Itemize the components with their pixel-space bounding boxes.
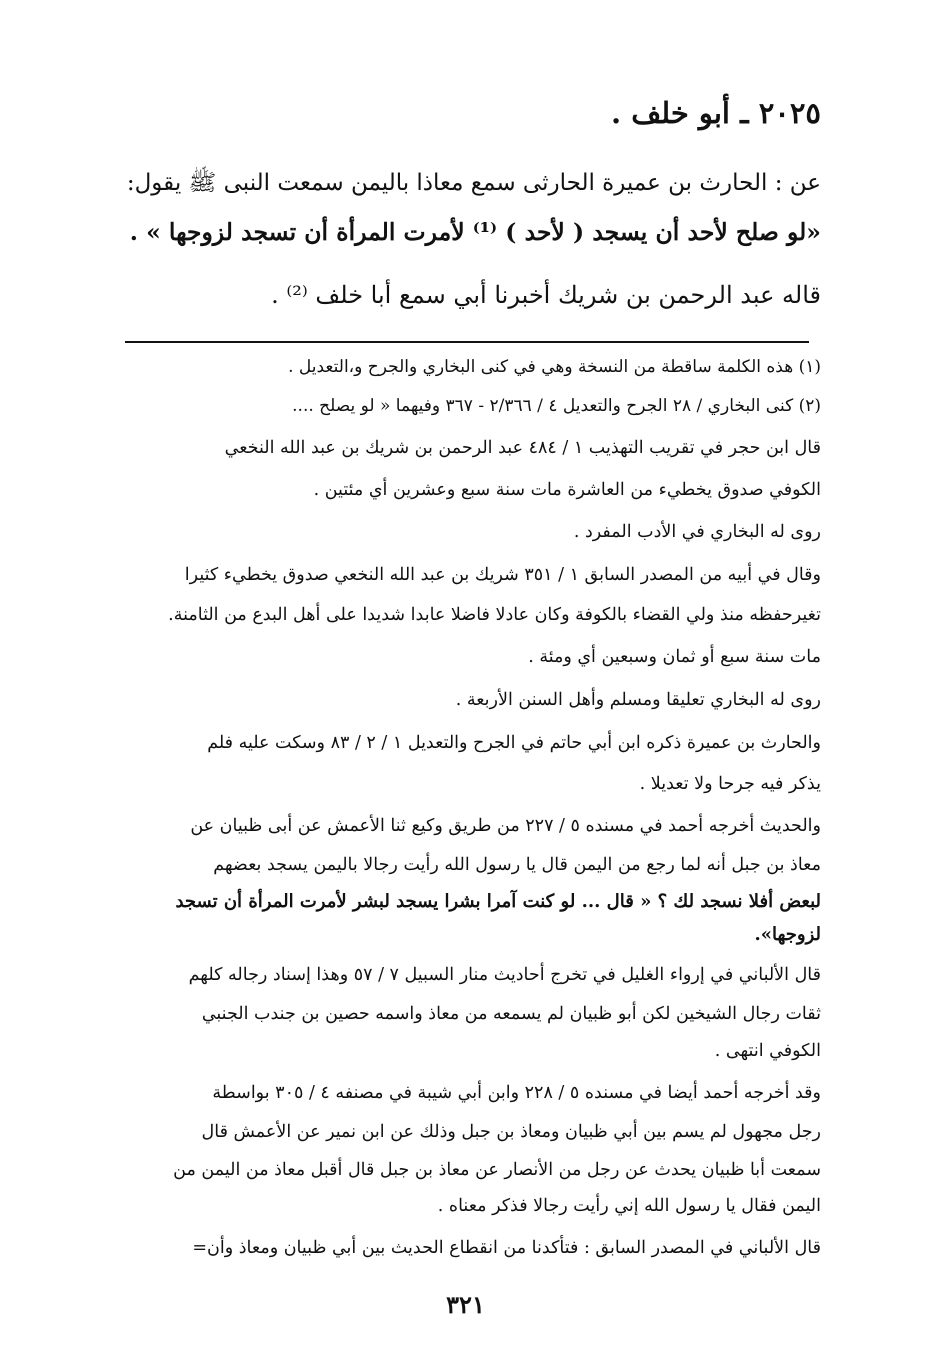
note-line: مات سنة سبع أو ثمان وسبعين أي ومئة . [528, 647, 821, 667]
note-line: الكوفي انتهى . [714, 1041, 821, 1061]
note-line: تغيرحفظه منذ ولي القضاء بالكوفة وكان عادلا فاضلا عابدا شديدا على أهل البدع من الثامنة. [168, 605, 821, 625]
note-line: وقال في أبيه من المصدر السابق ١ / ٣٥١ شريك بن عبد الله النخعي صدوق يخطيء كثيرا [184, 565, 821, 585]
hadith-text-line: «لو صلح لأحد أن يسجد ( لأحد ) ⁽¹⁾ لأمرت المرأة أن تسجد لزوجها » . [129, 218, 821, 246]
footnote-2: (٢) كنى البخاري / ٢٨ الجرح والتعديل ٤ / ٢/٣٦٦ - ٣٦٧ وفيهما « لو يصلح .... [292, 396, 821, 416]
note-line: يذكر فيه جرحا ولا تعديلا . [639, 774, 821, 794]
note-line: وقد أخرجه أحمد أيضا في مسنده ٥ / ٢٢٨ وابن أبي شيبة في مصنفه ٤ / ٣٠٥ بواسطة [212, 1083, 821, 1103]
narrator-line: قاله عبد الرحمن بن شريك أخبرنا أبي سمع أبا خلف ⁽²⁾ . [271, 281, 821, 309]
note-line: اليمن فقال يا رسول الله إني رأيت رجالا فذكر معناه . [437, 1196, 821, 1216]
note-line: قال الألباني في إرواء الغليل في تخرج أحاديث منار السبيل ٧ / ٥٧ وهذا إسناد رجاله كلهم [188, 965, 821, 985]
note-line: معاذ بن جبل أنه لما رجع من اليمن قال يا رسول الله رأيت رجالا باليمن يسجد بعضهم [213, 855, 821, 875]
footnote-1: (١) هذه الكلمة ساقطة من النسخة وهي في كنى البخاري والجرح و،التعديل . [288, 357, 821, 377]
note-line: ثقات رجال الشيخين لكن أبو ظبيان لم يسمعه من معاذ واسمه حصين بن جندب الجنبي [201, 1004, 821, 1024]
note-line: والحارث بن عميرة ذكره ابن أبي حاتم في الجرح والتعديل ١ / ٢ / ٨٣ وسكت عليه فلم [207, 733, 821, 753]
note-line: روى له البخاري في الأدب المفرد . [573, 522, 821, 542]
entry-heading: ٢٠٢٥ ـ أبو خلف . [611, 96, 821, 130]
hadith-chain-line: عن : الحارث بن عميرة الحارثى سمع معاذا باليمن سمعت النبى ﷺ يقول: [126, 170, 821, 196]
footnote-divider [125, 341, 809, 343]
note-line: قال الألباني في المصدر السابق : فتأكدنا من انقطاع الحديث بين أبي ظبيان ومعاذ وأن= [192, 1238, 821, 1258]
note-line: سمعت أبا ظبيان يحدث عن رجل من الأنصار عن معاذ بن جبل قال أقبل معاذ من اليمن من [173, 1160, 821, 1180]
note-line: والحديث أخرجه أحمد في مسنده ٥ / ٢٢٧ من طريق وكيع ثنا الأعمش عن أبى ظبيان عن [190, 816, 821, 836]
note-line: رجل مجهول لم يسم بين أبي ظبيان ومعاذ بن جبل وذلك عن ابن نمير عن الأعمش قال [201, 1122, 821, 1142]
note-line: قال ابن حجر في تقريب التهذيب ١ / ٤٨٤ عبد الرحمن بن شريك بن عبد الله النخعي [224, 438, 821, 458]
note-line: لبعض أفلا نسجد لك ؟ « قال ... لو كنت آمرا بشرا يسجد لبشر لأمرت المرأة أن تسجد [175, 891, 821, 912]
page-number: ٣٢١ [446, 1290, 485, 1319]
note-line: لزوجها». [754, 924, 821, 945]
note-line: روى له البخاري تعليقا ومسلم وأهل السنن الأربعة . [455, 690, 821, 710]
note-line: الكوفي صدوق يخطيء من العاشرة مات سنة سبع وعشرين أي مئتين . [313, 480, 821, 500]
